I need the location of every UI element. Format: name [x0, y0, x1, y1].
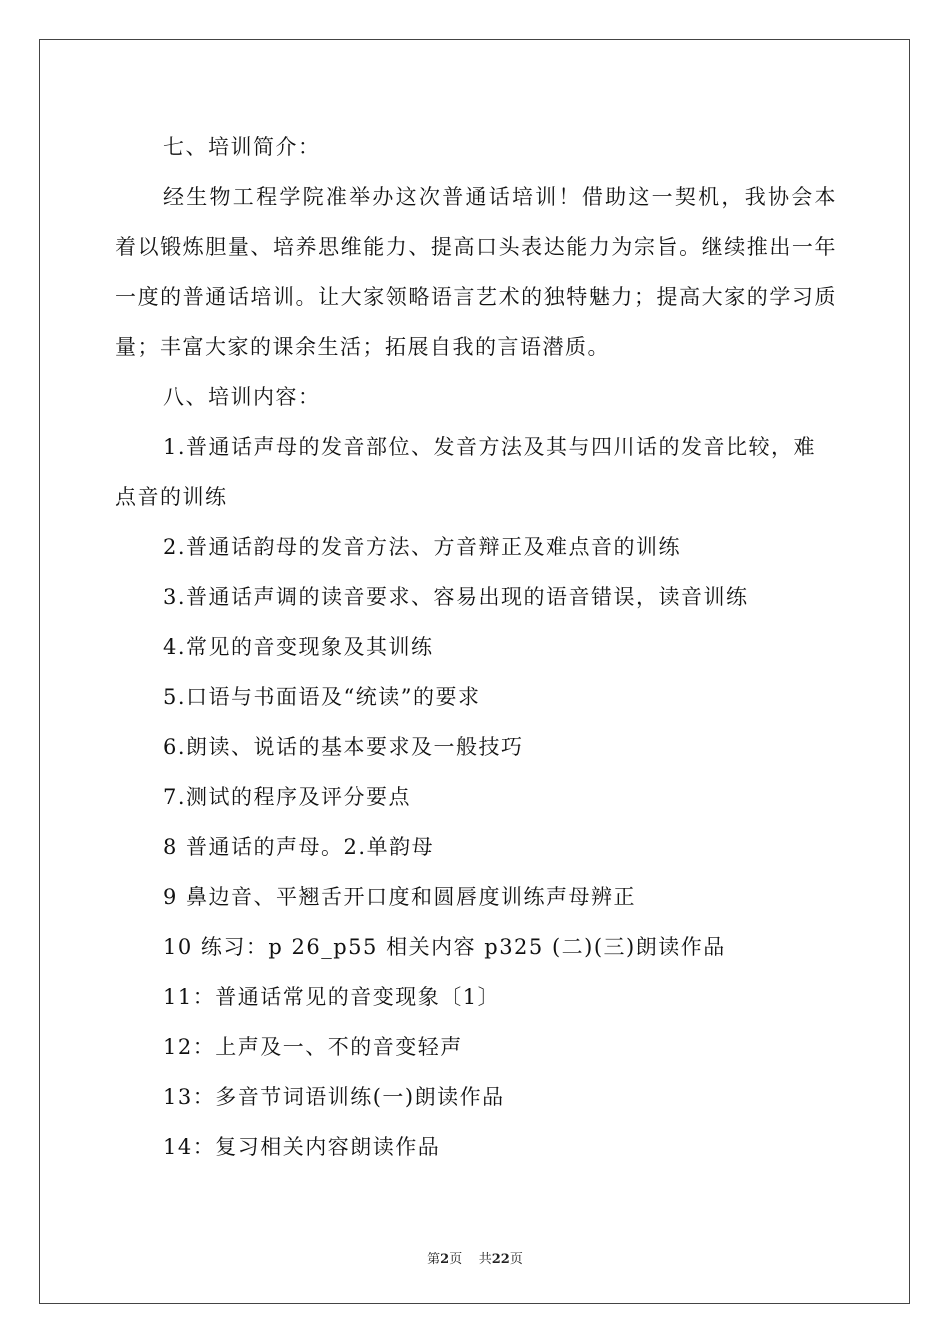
content-item-7: 7.测试的程序及评分要点 — [163, 785, 412, 809]
content-item-12: 12：上声及一、不的音变轻声 — [163, 1035, 463, 1059]
content-item-6: 6.朗读、说话的基本要求及一般技巧 — [163, 735, 524, 759]
document-body — [115, 122, 837, 1172]
content-item-10: 10 练习：p 26_p55 相关内容 p325 (二)(三)朗读作品 — [163, 935, 726, 959]
content-item-5: 5.口语与书面语及“统读”的要求 — [163, 685, 481, 709]
content-item-13: 13：多音节词语训练(一)朗读作品 — [163, 1085, 505, 1109]
content-item-14: 14：复习相关内容朗读作品 — [163, 1135, 441, 1159]
page-footer — [0, 1248, 950, 1267]
page-suffix: 页 — [509, 1252, 523, 1267]
section-heading-intro: 七、培训简介： — [163, 135, 321, 159]
content-item-3: 3.普通话声调的读音要求、容易出现的语音错误，读音训练 — [163, 585, 749, 609]
page-total: 22 — [491, 1252, 510, 1267]
content-item-8: 8 普通话的声母。2.单韵母 — [163, 835, 435, 859]
content-item-11: 11：普通话常见的音变现象〔1〕 — [163, 985, 501, 1009]
content-item-9: 9 鼻边音、平翘舌开口度和圆唇度训练声母辨正 — [163, 885, 637, 909]
content-item-2: 2.普通话韵母的发音方法、方音辩正及难点音的训练 — [163, 535, 682, 559]
page-prefix: 第 — [427, 1252, 441, 1267]
page-current: 2 — [440, 1252, 450, 1267]
content-item-1: 1.普通话声母的发音部位、发音方法及其与四川话的发音比较，难点音的训练 — [115, 435, 817, 509]
section-heading-content: 八、培训内容： — [163, 385, 321, 409]
page-mid: 页 共 — [449, 1252, 492, 1267]
content-item-4: 4.常见的音变现象及其训练 — [163, 635, 434, 659]
intro-paragraph: 经生物工程学院准举办这次普通话培训！借助这一契机，我协会本着以锻炼胆量、培养思维能力、提高口头表达能力为宗旨。继续推出一年一度的普通话培训。让大家领略语言艺术的独特魅力；提高大家的学习质量；丰富大家的课余生活；拓展自我的言语潜质。 — [115, 185, 837, 359]
